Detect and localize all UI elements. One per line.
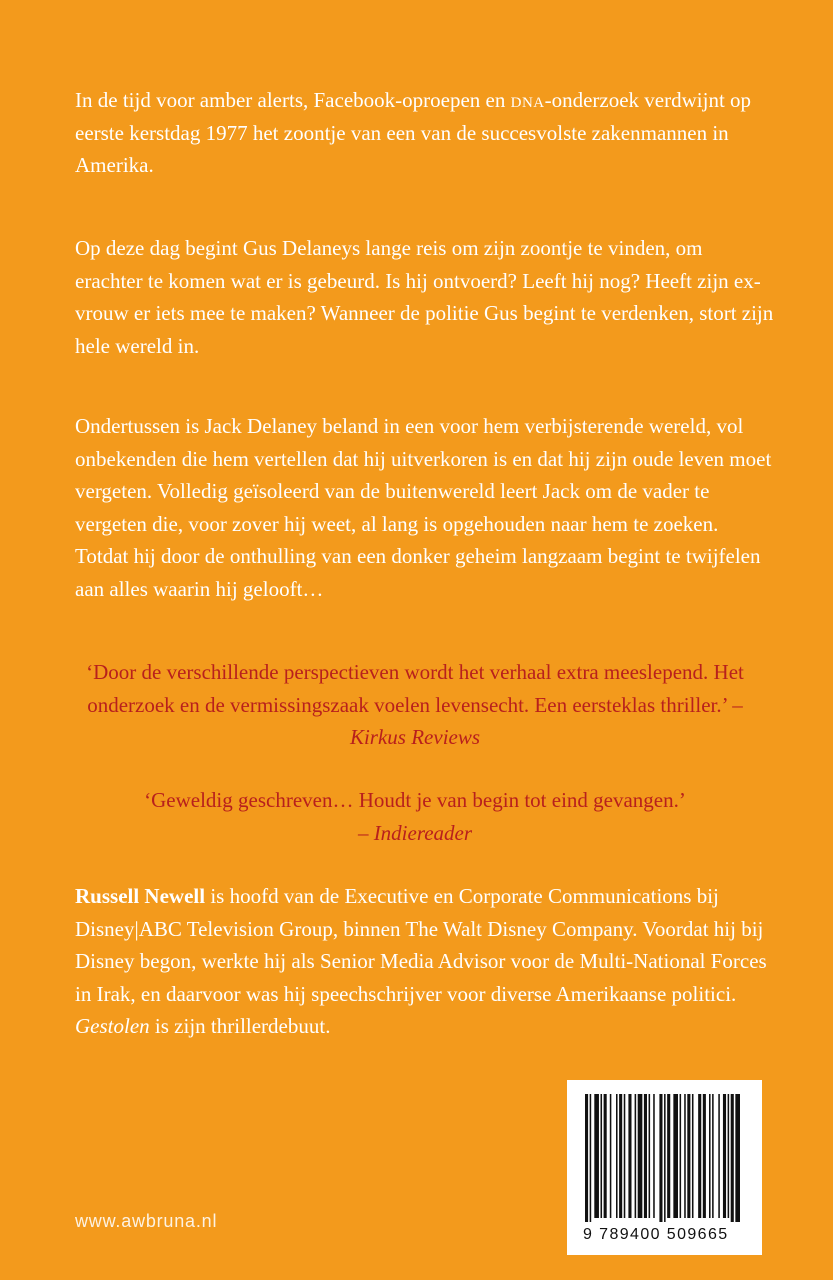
barcode-bar: [673, 1094, 678, 1218]
barcode-bar: [601, 1094, 603, 1218]
barcode-bar: [712, 1094, 714, 1218]
bio-text: is zijn thrillerdebuut.: [149, 1014, 331, 1038]
barcode-bar: [718, 1094, 720, 1218]
barcode-bar: [723, 1094, 726, 1218]
book-title: Gestolen: [75, 1014, 150, 1038]
barcode-bar: [610, 1094, 612, 1218]
author-bio: [75, 880, 775, 1043]
author-name: Russell Newell: [75, 884, 206, 908]
barcode-bar: [649, 1094, 651, 1218]
quote-source: Kirkus Reviews: [349, 725, 481, 749]
barcode-bar: [624, 1094, 626, 1218]
blurb-paragraph-2: Op deze dag begint Gus Delaneys lange reis om zijn zoontje te vinden, om erachter te komen wat er is gebeurd. Is hij ontvoerd? Leeft hij nog? Heeft zijn ex-vrouw er iets mee te maken? Wanneer de politie Gus begint te verdenken, stort zijn hele wereld in.: [75, 236, 774, 358]
barcode-bar: [692, 1094, 694, 1218]
publisher-website[interactable]: www.awbruna.nl: [75, 1211, 218, 1231]
barcode: [567, 1080, 762, 1255]
barcode-bar: [619, 1094, 622, 1218]
barcode-bar: [604, 1094, 607, 1218]
bio-text: is hoofd van de Executive en Corporate Communications bij Disney|ABC Television Group, binnen The Walt Disney Company. Voordat hij bij Disney begon, werkte hij als Senior Media Advisor voor de Multi-National Forces in Irak, en daarvoor was hij speechschrijver voor diverse Amerikaanse politici.: [75, 884, 767, 1006]
blurb-paragraph-3: Ondertussen is Jack Delaney beland in een voor hem verbijsterende wereld, vol onbekenden die hem vertellen dat hij uitverkoren is en dat hij zijn oude leven moet vergeten. Volledig geïsoleerd van de buitenwereld leert Jack om de vader te vergeten die, voor zover hij weet, al lang is opgehouden naar hem te zoeken. Totdat hij door de onthulling van een donker geheim langzaam begint te twijfelen aan alles waarin hij gelooft…: [75, 414, 772, 601]
barcode-bar: [585, 1094, 588, 1222]
barcode-bar: [590, 1094, 592, 1222]
review-quote-2: [80, 784, 750, 849]
barcode-bar: [684, 1094, 686, 1218]
quote-text: ‘Door de verschillende perspectieven wordt het verhaal extra meeslepend. Het onderzoek en de vermissingszaak voelen levensecht. Een eersteklas thriller.’ –: [86, 660, 744, 717]
barcode-bar: [735, 1094, 740, 1222]
barcode-bar: [698, 1094, 701, 1218]
barcode-bar: [709, 1094, 711, 1218]
barcode-bar: [728, 1094, 730, 1218]
barcode-bar: [616, 1094, 618, 1218]
barcode-bars: [585, 1094, 745, 1222]
barcode-bar: [687, 1094, 690, 1218]
barcode-bar: [680, 1094, 682, 1218]
isbn-number: 9 789400 509665: [583, 1226, 729, 1243]
barcode-bar: [659, 1094, 662, 1222]
barcode-bar: [731, 1094, 734, 1222]
barcode-bar: [594, 1094, 599, 1218]
barcode-bar: [667, 1094, 670, 1218]
barcode-bar: [635, 1094, 637, 1218]
blurb-paragraph-1: [75, 84, 775, 182]
barcode-bar: [644, 1094, 647, 1218]
quote-source: – Indiereader: [357, 820, 473, 845]
quote-text: ‘Geweldig geschreven… Houdt je van begin tot eind gevangen.’: [144, 788, 686, 812]
barcode-bar: [664, 1094, 666, 1222]
blurb-text: -onderzoek verdwijnt op eerste kerstdag 1977 het zoontje van een van de succesvolste zakenmannen in Amerika.: [75, 88, 752, 177]
review-quote-1: [80, 656, 750, 754]
barcode-bar: [653, 1094, 655, 1218]
blurb-text: In de tijd voor amber alerts, Facebook-oproepen en: [75, 88, 511, 112]
barcode-bar: [703, 1094, 706, 1218]
dna-abbreviation: dna: [510, 88, 545, 112]
barcode-bar: [628, 1094, 631, 1218]
barcode-bar: [638, 1094, 643, 1218]
